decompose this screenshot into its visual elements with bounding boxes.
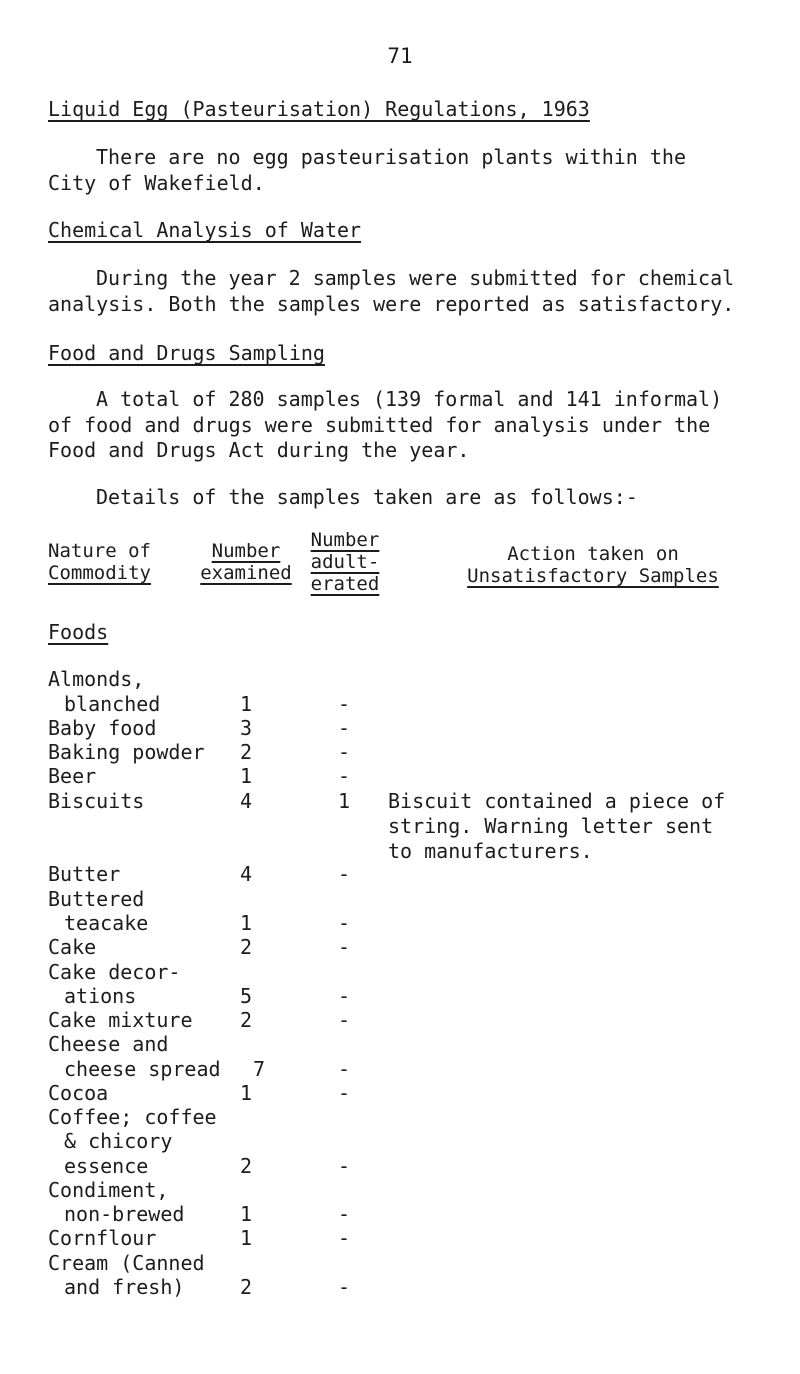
header-action-taken: Action taken on bbox=[507, 543, 679, 565]
header-nature: Nature of bbox=[48, 540, 151, 562]
examined-cell: 1 bbox=[240, 911, 253, 935]
paragraph-line: of food and drugs were submitted for analysis under the bbox=[48, 413, 711, 437]
examined-cell: 1 bbox=[240, 1202, 253, 1226]
commodity-cell: Biscuits bbox=[48, 789, 145, 813]
examined-cell: 3 bbox=[240, 716, 253, 740]
examined-cell: 2 bbox=[240, 1154, 253, 1178]
commodity-cell: Cheese and bbox=[48, 1032, 169, 1056]
adulterated-cell: - bbox=[338, 1275, 351, 1299]
adulterated-cell: - bbox=[338, 1057, 351, 1081]
examined-cell: 1 bbox=[240, 692, 253, 716]
adulterated-cell: - bbox=[338, 1202, 351, 1226]
commodity-cell: Almonds, bbox=[48, 667, 145, 691]
commodity-cell: essence bbox=[64, 1154, 149, 1178]
commodity-cell: teacake bbox=[64, 911, 149, 935]
commodity-cell: Cornflour bbox=[48, 1226, 157, 1250]
examined-cell: 2 bbox=[240, 740, 253, 764]
examined-cell: 2 bbox=[240, 935, 253, 959]
paragraph-line: Food and Drugs Act during the year. bbox=[48, 438, 470, 462]
adulterated-cell: - bbox=[338, 764, 351, 788]
group-label-foods: Foods bbox=[48, 620, 109, 644]
header-number: Number bbox=[211, 540, 281, 562]
examined-cell: 7 bbox=[253, 1057, 266, 1081]
adulterated-cell: - bbox=[338, 692, 351, 716]
page-number: 71 bbox=[387, 44, 413, 68]
adulterated-cell: - bbox=[338, 1226, 351, 1250]
details-intro: Details of the samples taken are as follows:- bbox=[96, 485, 638, 509]
section-heading-food-drugs: Food and Drugs Sampling bbox=[48, 341, 325, 365]
commodity-cell: Buttered bbox=[48, 887, 145, 911]
adulterated-cell: - bbox=[338, 935, 351, 959]
section-heading-chemical-analysis: Chemical Analysis of Water bbox=[48, 218, 362, 242]
header-number-adult: Number bbox=[310, 529, 380, 551]
examined-cell: 1 bbox=[240, 1226, 253, 1250]
adulterated-cell: - bbox=[338, 862, 351, 886]
commodity-cell: non-brewed bbox=[64, 1202, 185, 1226]
header-erated: erated bbox=[310, 573, 380, 595]
commodity-cell: blanched bbox=[64, 692, 161, 716]
paragraph-line: During the year 2 samples were submitted for chemical bbox=[96, 266, 735, 290]
examined-cell: 5 bbox=[240, 984, 253, 1008]
adulterated-cell: - bbox=[338, 1154, 351, 1178]
examined-cell: 2 bbox=[240, 1275, 253, 1299]
header-commodity: Commodity bbox=[48, 562, 151, 584]
commodity-cell: Butter bbox=[48, 862, 121, 886]
commodity-cell: Baking powder bbox=[48, 740, 205, 764]
paragraph-line: analysis. Both the samples were reported as satisfactory. bbox=[48, 292, 735, 316]
commodity-cell: Cream (Canned bbox=[48, 1251, 205, 1275]
adulterated-cell: - bbox=[338, 911, 351, 935]
commodity-cell: Beer bbox=[48, 764, 97, 788]
header-unsatisfactory: Unsatisfactory Samples bbox=[467, 565, 719, 587]
examined-cell: 2 bbox=[240, 1008, 253, 1032]
section-heading-liquid-egg: Liquid Egg (Pasteurisation) Regulations, 1963 bbox=[48, 97, 590, 121]
examined-cell: 4 bbox=[240, 789, 253, 813]
paragraph-line: A total of 280 samples (139 formal and 141 informal) bbox=[96, 387, 723, 411]
commodity-cell: cheese spread bbox=[64, 1057, 221, 1081]
commodity-cell: Cake bbox=[48, 935, 97, 959]
commodity-cell: Cake decor- bbox=[48, 960, 181, 984]
action-cell: Biscuit contained a piece of string. Warning letter sent to manufacturers. bbox=[388, 789, 726, 863]
commodity-cell: ations bbox=[64, 984, 137, 1008]
examined-cell: 1 bbox=[240, 764, 253, 788]
header-examined: examined bbox=[200, 562, 292, 584]
commodity-cell: Cocoa bbox=[48, 1081, 109, 1105]
commodity-cell: and fresh) bbox=[64, 1275, 185, 1299]
adulterated-cell: 1 bbox=[338, 789, 351, 813]
commodity-cell: Cake mixture bbox=[48, 1008, 193, 1032]
adulterated-cell: - bbox=[338, 984, 351, 1008]
adulterated-cell: - bbox=[338, 1081, 351, 1105]
paragraph-line: There are no egg pasteurisation plants within the bbox=[96, 145, 687, 169]
commodity-cell: Baby food bbox=[48, 716, 157, 740]
header-adult: adult- bbox=[310, 551, 380, 573]
adulterated-cell: - bbox=[338, 1008, 351, 1032]
adulterated-cell: - bbox=[338, 740, 351, 764]
commodity-cell: Condiment, bbox=[48, 1178, 169, 1202]
commodity-cell: & chicory bbox=[64, 1129, 173, 1153]
adulterated-cell: - bbox=[338, 716, 351, 740]
examined-cell: 4 bbox=[240, 862, 253, 886]
examined-cell: 1 bbox=[240, 1081, 253, 1105]
commodity-cell: Coffee; coffee bbox=[48, 1105, 217, 1129]
paragraph-line: City of Wakefield. bbox=[48, 171, 265, 195]
